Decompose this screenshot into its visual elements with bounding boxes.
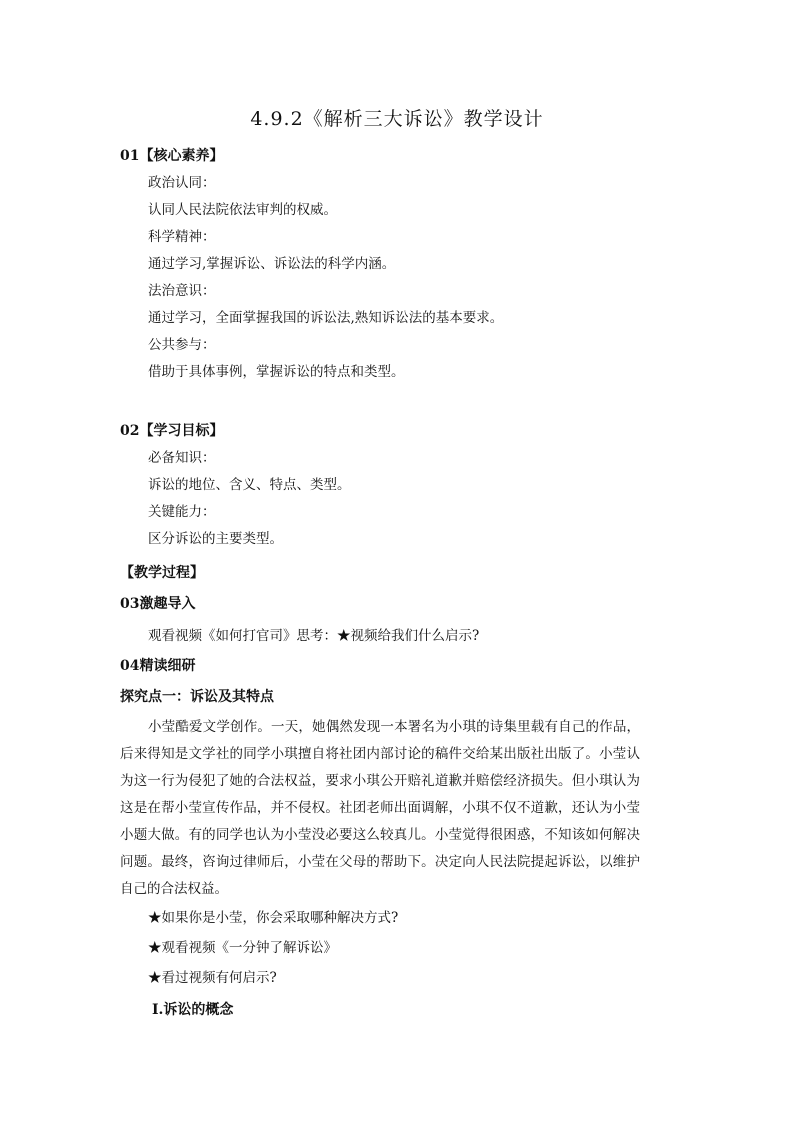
section2-item: 关键能力： <box>148 504 216 520</box>
section1-item: 通过学习,掌握诉讼、诉讼法的科学内涵。 <box>148 256 396 272</box>
section1-item: 公共参与： <box>148 337 216 353</box>
section1-item: 认同人民法院依法审判的权威。 <box>148 202 337 218</box>
section-heading-close-reading: 04精读细研 <box>120 658 196 674</box>
inquiry-point-heading: 探究点一：诉讼及其特点 <box>120 689 274 705</box>
section-heading-intro: 03激趣导入 <box>120 596 196 612</box>
case-paragraph: 小莹酷爱文学创作。一天，她偶然发现一本署名为小琪的诗集里载有自己的作品，后来得知是文学社的同学小琪擅自将社团内部讨论的稿件交给某出版社出版了。小莹认为这一行为侵犯了她的合法权益，要求小琪公开赔礼道歉并赔偿经济损失。但小琪认为这是在帮小莹宣传作品，并不侵权。社团老师出面调解，小琪不仅不道歉，还认为小莹小题大做。有的同学也认为小莹没必要这么较真儿。小莹觉得很困惑，不知该如何解决问题。最终，咨询过律师后，小莹在父母的帮助下。决定向人民法院提起诉讼，以维护自己的合法权益。 <box>120 719 640 897</box>
question-item: ★观看视频《一分钟了解诉讼》 <box>148 940 337 956</box>
section2-item: 诉讼的地位、含义、特点、类型。 <box>148 477 351 493</box>
section-heading-core-literacy: 01【核心素养】 <box>120 148 224 164</box>
section-heading-learning-goals: 02【学习目标】 <box>120 423 224 439</box>
section3-text: 观看视频《如何打官司》思考：★视频给我们什么启示? <box>148 628 480 644</box>
document-title: 4.9.2《解析三大诉讼》教学设计 <box>250 108 544 130</box>
concept-heading: Ⅰ.诉讼的概念 <box>152 1002 234 1018</box>
question-item: ★如果你是小莹，你会采取哪种解决方式? <box>148 910 399 926</box>
section1-item: 科学精神： <box>148 229 216 245</box>
section1-item: 借助于具体事例，掌握诉讼的特点和类型。 <box>148 364 405 380</box>
section1-item: 法治意识： <box>148 283 216 299</box>
teaching-process-heading: 【教学过程】 <box>120 565 204 581</box>
section2-item: 区分诉讼的主要类型。 <box>148 531 283 547</box>
section2-item: 必备知识： <box>148 450 216 466</box>
question-item: ★看过视频有何启示? <box>148 970 277 986</box>
section1-item: 通过学习，全面掌握我国的诉讼法,熟知诉讼法的基本要求。 <box>148 310 504 326</box>
section1-item: 政治认同： <box>148 175 216 191</box>
